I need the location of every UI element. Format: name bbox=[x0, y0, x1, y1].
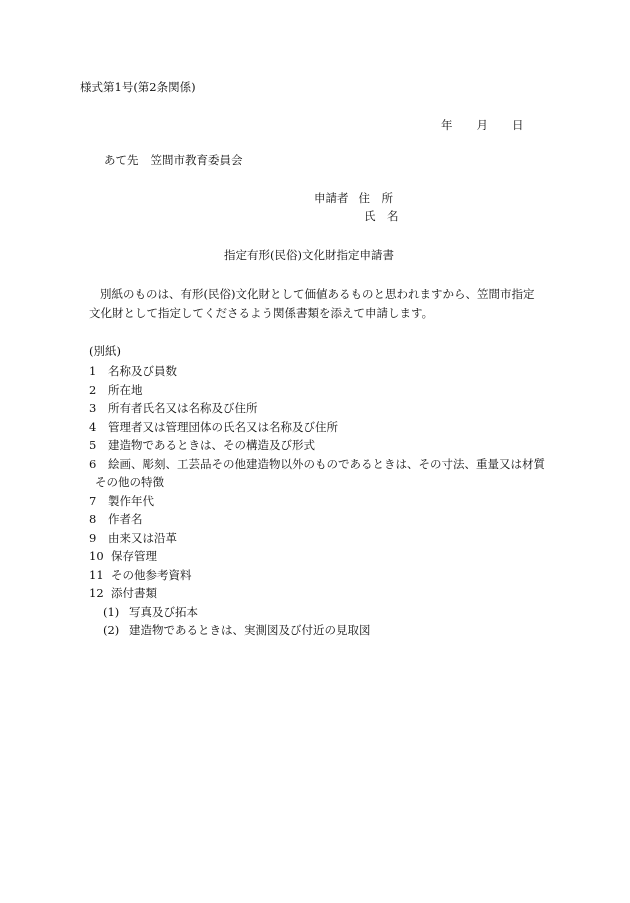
list-item bbox=[89, 362, 545, 381]
month-label: 月 bbox=[476, 118, 488, 132]
body-text-line-1: 別紙のものは、有形(民俗)文化財として価値あるものと思われますから、笠間市指定 bbox=[100, 287, 535, 301]
item-number: 1 bbox=[89, 364, 97, 378]
item-number: 2 bbox=[89, 382, 97, 397]
document-title: 指定有形(民俗)文化財指定申請書 bbox=[224, 248, 394, 262]
item-number: 11 bbox=[89, 567, 104, 582]
address-label: 住 所 bbox=[358, 191, 393, 205]
item-number: 7 bbox=[89, 493, 97, 508]
list-item bbox=[89, 418, 545, 437]
item-text: 製作年代 bbox=[108, 493, 154, 508]
sub-item-number: (1) bbox=[103, 604, 120, 619]
list-item bbox=[89, 399, 545, 418]
item-text: 名称及び員数 bbox=[108, 364, 177, 378]
list-item bbox=[89, 584, 545, 603]
item-number: 3 bbox=[89, 401, 97, 415]
item-text: その他参考資料 bbox=[111, 567, 192, 582]
item-text: 由来又は沿革 bbox=[108, 530, 177, 545]
sub-item-number: (2) bbox=[103, 623, 120, 637]
sub-item-text: 建造物であるときは、実測図及び付近の見取図 bbox=[129, 623, 371, 637]
item-text: その他の特徴 bbox=[95, 475, 164, 489]
sub-list-item bbox=[89, 621, 545, 640]
item-text: 保存管理 bbox=[111, 549, 157, 563]
applicant-label: 申請者 bbox=[314, 191, 349, 205]
item-number: 10 bbox=[89, 549, 104, 563]
addressee-label: あて先 bbox=[104, 153, 139, 167]
day-label: 日 bbox=[512, 118, 524, 132]
applicant-name bbox=[364, 211, 399, 223]
item-text: 管理者又は管理団体の氏名又は名称及び住所 bbox=[108, 419, 338, 434]
addressee bbox=[104, 155, 243, 167]
list-item bbox=[89, 547, 545, 566]
body-text-line-2: 文化財として指定してくださるよう関係書類を添えて申請します。 bbox=[89, 306, 434, 320]
list-item bbox=[89, 436, 545, 455]
item-number: 4 bbox=[89, 419, 97, 434]
item-text: 所有者氏名又は名称及び住所 bbox=[108, 401, 258, 415]
list-item bbox=[89, 381, 545, 400]
item-text: 所在地 bbox=[108, 382, 143, 397]
item-text: 作者名 bbox=[108, 512, 143, 526]
addressee-name: 笠間市教育委員会 bbox=[150, 153, 243, 167]
date-row bbox=[441, 120, 524, 132]
sub-item-text: 写真及び拓本 bbox=[129, 604, 198, 619]
sub-list-item bbox=[89, 603, 545, 622]
year-label: 年 bbox=[441, 118, 453, 132]
item-number: 9 bbox=[89, 530, 97, 545]
list-item bbox=[89, 566, 545, 585]
attachment-heading: (別紙) bbox=[89, 344, 121, 358]
list-item bbox=[89, 455, 545, 474]
form-number: 様式第1号(第2条関係) bbox=[80, 80, 196, 94]
list-item-continuation bbox=[89, 473, 545, 492]
applicant-address bbox=[314, 193, 393, 205]
item-number: 5 bbox=[89, 438, 97, 452]
item-text: 絵画、彫刻、工芸品その他建造物以外のものであるときは、その寸法、重量又は材質 bbox=[108, 456, 545, 471]
list-item bbox=[89, 510, 545, 529]
item-text: 建造物であるときは、その構造及び形式 bbox=[108, 438, 315, 452]
item-text: 添付書類 bbox=[111, 586, 157, 600]
attachment-list bbox=[89, 362, 545, 640]
name-label: 氏 名 bbox=[364, 209, 399, 223]
item-number: 12 bbox=[89, 586, 104, 600]
item-number: 6 bbox=[89, 456, 97, 471]
list-item bbox=[89, 529, 545, 548]
item-number: 8 bbox=[89, 512, 97, 526]
list-item bbox=[89, 492, 545, 511]
